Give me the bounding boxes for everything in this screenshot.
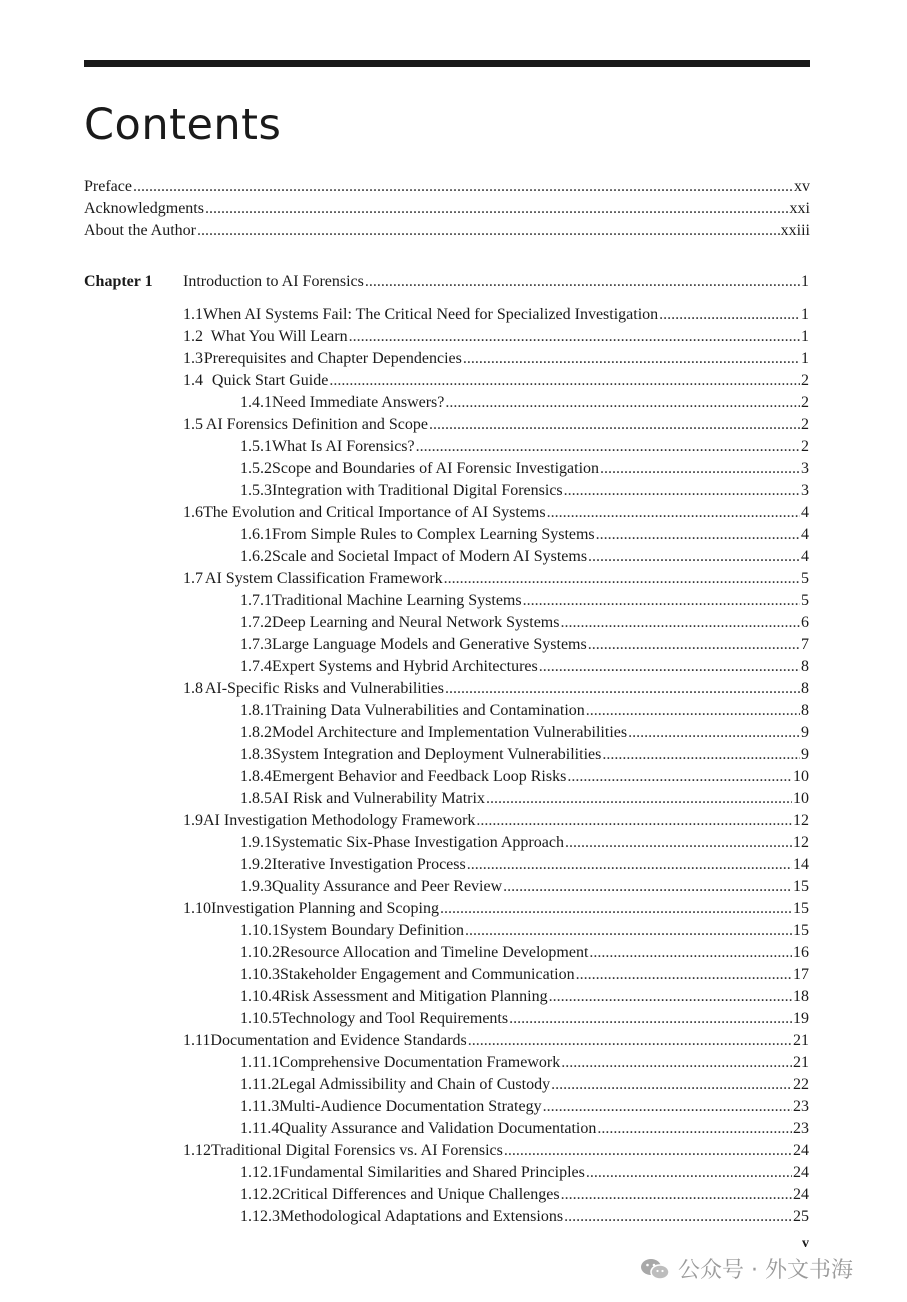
subsection-entry[interactable] [240,590,809,612]
subsection-entry[interactable] [240,1118,809,1140]
section-title: Critical Differences and Unique Challenges [280,1186,560,1203]
section-page: 19 [793,1010,809,1027]
subsection-entry[interactable] [240,832,809,854]
section-number: 1.9.1 [240,834,272,851]
section-number: 1.8.3 [240,746,272,763]
subsection-entry[interactable] [240,744,809,766]
front-matter-title: About the Author [84,222,196,239]
section-number: 1.5.2 [240,460,272,477]
dot-leader [560,612,800,634]
section-page: 16 [793,944,809,961]
dot-leader [205,198,789,220]
dot-leader [463,348,800,370]
section-title: Comprehensive Documentation Framework [279,1054,561,1071]
dot-leader [596,524,800,546]
section-page: 23 [793,1120,809,1137]
subsection-entry[interactable] [240,920,809,942]
section-number: 1.6 [183,504,203,521]
section-title: Expert Systems and Hybrid Architectures [272,658,538,675]
section-number: 1.8.5 [240,790,272,807]
section-page: 8 [801,680,809,697]
section-number: 1.1 [183,306,203,323]
section-title: Iterative Investigation Process [272,856,466,873]
section-number: 1.8.2 [240,724,272,741]
section-number: 1.6.2 [240,548,272,565]
section-title: Scope and Boundaries of AI Forensic Investigation [272,460,600,477]
dot-leader [543,1096,792,1118]
section-title: Quick Start Guide [211,372,329,389]
section-number: 1.7.3 [240,636,272,653]
section-entry[interactable] [183,678,809,700]
section-number: 1.3 [183,350,203,367]
front-matter-entry[interactable] [84,176,810,198]
section-page: 8 [801,702,809,719]
watermark-text: 公众号 · 外文书海 [678,1258,853,1283]
section-number: 1.11.4 [240,1120,280,1137]
dot-leader [444,568,800,590]
dot-leader [416,436,800,458]
section-title: Large Language Models and Generative Systems [272,636,587,653]
section-page: 1 [801,328,809,345]
section-number: 1.12.1 [240,1164,280,1181]
subsection-entry[interactable] [240,1162,809,1184]
section-entry[interactable] [183,1030,809,1052]
section-title: System Integration and Deployment Vulnerabilities [272,746,602,763]
subsection-entry[interactable] [240,458,809,480]
section-title: Traditional Digital Forensics vs. AI Forensics [211,1142,503,1159]
subsection-entry[interactable] [240,1074,809,1096]
front-matter-title: Acknowledgments [84,200,204,217]
dot-leader [602,744,800,766]
dot-leader [586,1162,792,1184]
subsection-entry[interactable] [240,1008,809,1030]
section-title: Deep Learning and Neural Network Systems [272,614,560,631]
subsection-entry[interactable] [240,722,809,744]
page-title: Contents [84,100,282,150]
section-page: 15 [793,900,809,917]
section-number: 1.7.2 [240,614,272,631]
section-number: 1.6.1 [240,526,272,543]
dot-leader [567,766,792,788]
dot-leader [349,326,800,348]
section-title: Methodological Adaptations and Extensions [280,1208,564,1225]
section-title: AI System Classification Framework [204,570,443,587]
subsection-entry[interactable] [240,964,809,986]
chapter-title: Introduction to AI Forensics [183,273,364,290]
section-page: 5 [801,570,809,587]
section-entry[interactable] [183,326,809,348]
section-page: 21 [793,1054,809,1071]
section-page: 10 [793,768,809,785]
dot-leader [597,1118,792,1140]
section-title: Traditional Machine Learning Systems [272,592,522,609]
dot-leader [547,502,800,524]
section-title: AI Forensics Definition and Scope [205,416,428,433]
section-page: 15 [793,922,809,939]
section-title: What You Will Learn [210,328,348,345]
subsection-entry[interactable] [240,854,809,876]
section-title: Model Architecture and Implementation Vulnerabilities [272,724,628,741]
section-title: Risk Assessment and Mitigation Planning [280,988,548,1005]
section-page: 4 [801,548,809,565]
subsection-entry[interactable] [240,546,809,568]
section-number: 1.9 [183,812,203,829]
section-number: 1.10.5 [240,1010,280,1027]
section-title: When AI Systems Fail: The Critical Need for Specialized Investigation [203,306,659,323]
section-title: Multi-Audience Documentation Strategy [279,1098,542,1115]
dot-leader [576,964,792,986]
dot-leader [588,546,800,568]
dot-leader [586,700,800,722]
section-title: Investigation Planning and Scoping [211,900,439,917]
section-entry[interactable] [183,502,809,524]
page-folio: v [802,1236,809,1251]
section-page: 10 [793,790,809,807]
section-page: 2 [801,438,809,455]
subsection-entry[interactable] [240,876,809,898]
section-entry[interactable] [183,810,809,832]
dot-leader [429,414,800,436]
section-entry[interactable] [183,1140,809,1162]
subsection-entry[interactable] [240,1052,809,1074]
section-number: 1.8 [183,680,203,697]
front-matter-entry[interactable] [84,198,810,220]
dot-leader [440,898,792,920]
section-page: 4 [801,526,809,543]
front-matter-entry[interactable] [84,220,810,242]
wechat-icon [640,1257,670,1281]
section-number: 1.10.2 [240,944,280,961]
section-page: 7 [801,636,809,653]
section-page: 3 [801,482,809,499]
section-page: 21 [793,1032,809,1049]
section-number: 1.7.4 [240,658,272,675]
section-page: 3 [801,460,809,477]
section-title: Scale and Societal Impact of Modern AI Systems [272,548,588,565]
section-number: 1.11.1 [240,1054,280,1071]
dot-leader [486,788,792,810]
subsection-entry[interactable] [240,656,809,678]
section-page: 12 [793,834,809,851]
dot-leader [445,392,800,414]
section-title: Prerequisites and Chapter Dependencies [203,350,462,367]
front-matter-page: xxiii [780,222,810,239]
front-matter-page: xv [794,178,810,195]
section-page: 1 [801,350,809,367]
section-title: Documentation and Evidence Standards [210,1032,467,1049]
section-page: 17 [793,966,809,983]
section-title: AI Investigation Methodology Framework [203,812,476,829]
dot-leader [539,656,800,678]
section-title: Systematic Six-Phase Investigation Approach [272,834,564,851]
front-matter-page: xxi [789,200,810,217]
section-page: 9 [801,724,809,741]
subsection-entry[interactable] [240,986,809,1008]
section-number: 1.9.2 [240,856,272,873]
section-number: 1.11.3 [240,1098,280,1115]
dot-leader [564,480,800,502]
dot-leader [133,176,793,198]
section-number: 1.8.4 [240,768,272,785]
section-page: 18 [793,988,809,1005]
dot-leader [197,220,780,242]
dot-leader [365,271,800,293]
section-number: 1.12.3 [240,1208,280,1225]
section-title: Stakeholder Engagement and Communication [280,966,575,983]
section-page: 8 [801,658,809,675]
section-number: 1.4 [183,372,203,389]
section-page: 22 [793,1076,809,1093]
dot-leader [445,678,800,700]
dot-leader [509,1008,792,1030]
dot-leader [628,722,800,744]
dot-leader [600,458,800,480]
watermark [640,1253,853,1284]
section-number: 1.8.1 [240,702,272,719]
section-title: Emergent Behavior and Feedback Loop Risks [272,768,567,785]
subsection-entry[interactable] [240,700,809,722]
section-entry[interactable] [183,568,809,590]
section-page: 14 [793,856,809,873]
subsection-entry[interactable] [240,392,809,414]
section-page: 2 [801,416,809,433]
section-page: 24 [793,1142,809,1159]
section-entry[interactable] [183,348,809,370]
section-title: What Is AI Forensics? [272,438,415,455]
dot-leader [476,810,792,832]
section-number: 1.7 [183,570,203,587]
section-number: 1.4.1 [240,394,272,411]
section-number: 1.2 [183,328,203,345]
dot-leader [588,634,800,656]
section-page: 2 [801,394,809,411]
section-page: 4 [801,504,809,521]
subsection-entry[interactable] [240,942,809,964]
section-page: 5 [801,592,809,609]
subsection-entry[interactable] [240,436,809,458]
section-entry[interactable] [183,304,809,326]
top-rule [84,60,810,67]
dot-leader [564,1206,792,1228]
section-number: 1.10.1 [240,922,280,939]
section-title: The Evolution and Critical Importance of AI Systems [203,504,546,521]
dot-leader [565,832,792,854]
section-title: Quality Assurance and Validation Documentation [279,1120,597,1137]
section-title: AI Risk and Vulnerability Matrix [272,790,485,807]
subsection-entry[interactable] [240,524,809,546]
section-page: 15 [793,878,809,895]
section-number: 1.12.2 [240,1186,280,1203]
section-title: Resource Allocation and Timeline Development [280,944,589,961]
subsection-entry[interactable] [240,766,809,788]
dot-leader [523,590,800,612]
dot-leader [551,1074,792,1096]
section-title: AI-Specific Risks and Vulnerabilities [204,680,444,697]
front-matter-title: Preface [84,178,132,195]
section-number: 1.5.1 [240,438,272,455]
dot-leader [659,304,800,326]
section-number: 1.11.2 [240,1076,280,1093]
dot-leader [504,1140,792,1162]
section-page: 23 [793,1098,809,1115]
dot-leader [467,854,792,876]
subsection-entry[interactable] [240,634,809,656]
chapter-page: 1 [801,273,809,290]
section-number: 1.5 [183,416,203,433]
section-number: 1.10.4 [240,988,280,1005]
section-title: System Boundary Definition [280,922,464,939]
dot-leader [465,920,792,942]
section-entry[interactable] [183,370,809,392]
dot-leader [329,370,800,392]
dot-leader [549,986,792,1008]
dot-leader [561,1184,792,1206]
section-title: Quality Assurance and Peer Review [272,878,503,895]
section-page: 25 [793,1208,809,1225]
dot-leader [503,876,792,898]
section-page: 1 [801,306,809,323]
section-entry[interactable] [183,414,809,436]
section-entry[interactable] [183,898,809,920]
chapter-entry[interactable] [183,271,809,293]
section-number: 1.5.3 [240,482,272,499]
dot-leader [468,1030,792,1052]
section-title: From Simple Rules to Complex Learning Systems [272,526,595,543]
dot-leader [561,1052,792,1074]
section-title: Need Immediate Answers? [272,394,445,411]
section-number: 1.12 [183,1142,211,1159]
subsection-entry[interactable] [240,1096,809,1118]
section-page: 9 [801,746,809,763]
section-title: Technology and Tool Requirements [280,1010,509,1027]
section-title: Legal Admissibility and Chain of Custody [279,1076,551,1093]
section-page: 24 [793,1186,809,1203]
section-number: 1.9.3 [240,878,272,895]
subsection-entry[interactable] [240,480,809,502]
section-number: 1.10.3 [240,966,280,983]
section-title: Integration with Traditional Digital Forensics [272,482,563,499]
subsection-entry[interactable] [240,788,809,810]
section-page: 2 [801,372,809,389]
subsection-entry[interactable] [240,612,809,634]
section-number: 1.11 [183,1032,211,1049]
section-page: 12 [793,812,809,829]
section-page: 6 [801,614,809,631]
section-title: Training Data Vulnerabilities and Contamination [272,702,585,719]
subsection-entry[interactable] [240,1184,809,1206]
section-title: Fundamental Similarities and Shared Principles [280,1164,585,1181]
section-number: 1.10 [183,900,211,917]
section-number: 1.7.1 [240,592,272,609]
chapter-label: Chapter 1 [84,273,153,290]
section-page: 24 [793,1164,809,1181]
dot-leader [589,942,792,964]
subsection-entry[interactable] [240,1206,809,1228]
